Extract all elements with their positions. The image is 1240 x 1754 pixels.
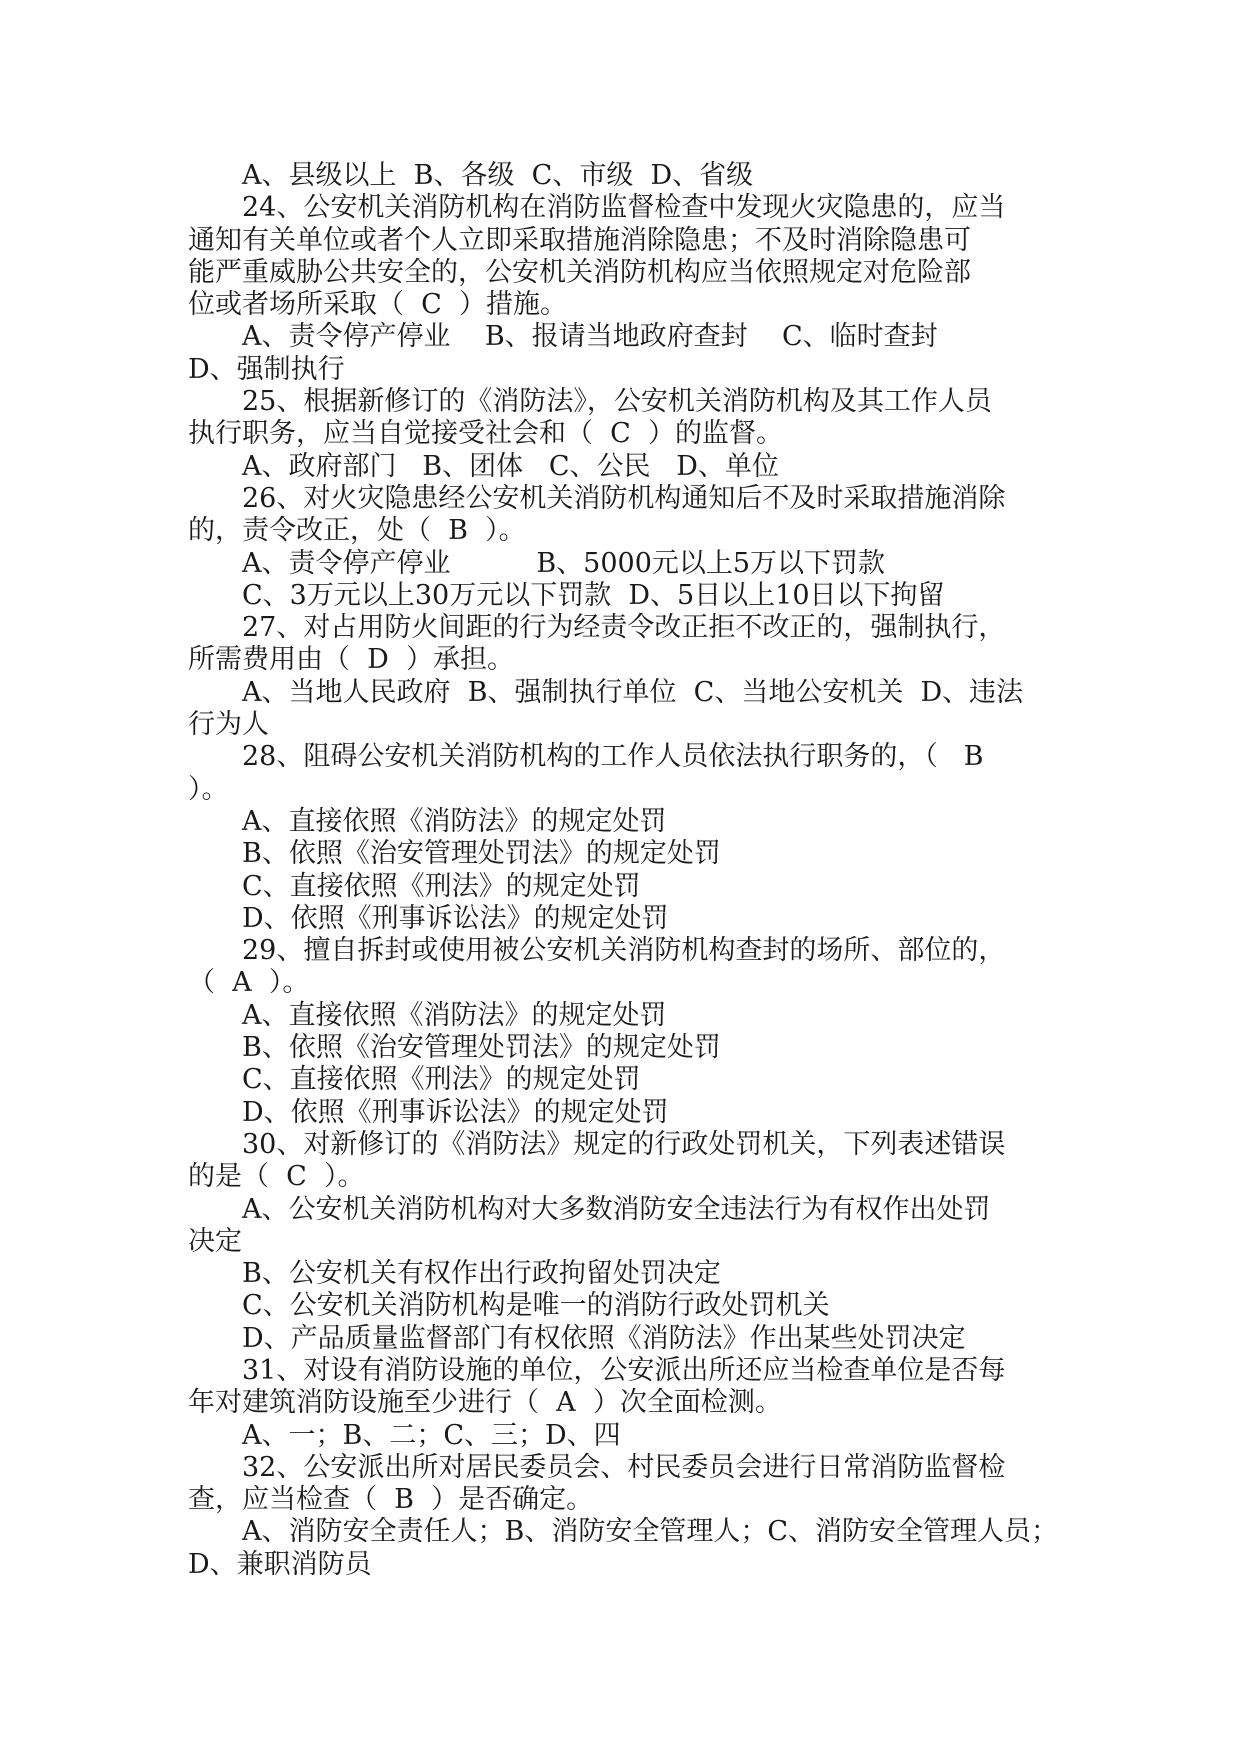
text-line: A、责令停产停业 B、5000元以上5万以下罚款 bbox=[242, 547, 886, 579]
text-line: 决定 bbox=[188, 1225, 242, 1257]
text-line: A、直接依照《消防法》的规定处罚 bbox=[242, 999, 667, 1031]
text-line: 25、根据新修订的《消防法》，公安机关消防机构及其工作人员 bbox=[242, 386, 992, 418]
text-line: A、责令停产停业 B、报请当地政府查封 C、临时查封 bbox=[242, 321, 938, 353]
text-line: （ A ）。 bbox=[188, 967, 310, 999]
text-line: 24、公安机关消防机构在消防监督检查中发现火灾隐患的，应当 bbox=[242, 192, 1006, 224]
text-line: A、直接依照《消防法》的规定处罚 bbox=[242, 805, 667, 837]
text-line: 28、阻碍公安机关消防机构的工作人员依法执行职务的，（ B bbox=[242, 741, 984, 773]
text-line: C、直接依照《刑法》的规定处罚 bbox=[242, 870, 641, 902]
text-line: D、兼职消防员 bbox=[188, 1548, 372, 1580]
text-line: B、公安机关有权作出行政拘留处罚决定 bbox=[242, 1258, 721, 1290]
text-line: C、3万元以上30万元以下罚款 D、5日以上10日以下拘留 bbox=[242, 579, 945, 611]
text-line: D、强制执行 bbox=[188, 353, 345, 385]
text-line: 30、对新修订的《消防法》规定的行政处罚机关，下列表述错误 bbox=[242, 1128, 1006, 1160]
text-line: 查，应当检查（ B ）是否确定。 bbox=[188, 1484, 594, 1516]
text-line: 通知有关单位或者个人立即采取措施消除隐患；不及时消除隐患可 bbox=[188, 224, 971, 256]
text-line: 能严重威胁公共安全的，公安机关消防机构应当依照规定对危险部 bbox=[188, 256, 971, 288]
document-page bbox=[188, 160, 1058, 1581]
text-line: C、直接依照《刑法》的规定处罚 bbox=[242, 1064, 641, 1096]
text-line: 所需费用由（ D ）承担。 bbox=[188, 644, 514, 676]
text-line: ）。 bbox=[188, 773, 229, 805]
text-line: A、政府部门 B、团体 C、公民 D、单位 bbox=[242, 450, 779, 482]
text-line: 31、对设有消防设施的单位，公安派出所还应当检查单位是否每 bbox=[242, 1354, 1006, 1386]
text-line: A、县级以上 B、各级 C、市级 D、省级 bbox=[242, 160, 754, 191]
text-line: D、依照《刑事诉讼法》的规定处罚 bbox=[242, 902, 669, 934]
text-line: D、依照《刑事诉讼法》的规定处罚 bbox=[242, 1096, 669, 1128]
text-line: B、依照《治安管理处罚法》的规定处罚 bbox=[242, 1032, 721, 1064]
text-line: 32、公安派出所对居民委员会、村民委员会进行日常消防监督检 bbox=[242, 1451, 1006, 1483]
text-line: A、消防安全责任人；B、消防安全管理人；C、消防安全管理人员； bbox=[242, 1516, 1058, 1548]
text-line: D、产品质量监督部门有权依照《消防法》作出某些处罚决定 bbox=[242, 1322, 966, 1354]
text-line: 26、对火灾隐患经公安机关消防机构通知后不及时采取措施消除 bbox=[242, 482, 1006, 514]
text-line: 27、对占用防火间距的行为经责令改正拒不改正的，强制执行， bbox=[242, 612, 1006, 644]
text-line: 执行职务，应当自觉接受社会和（ C ）的监督。 bbox=[188, 418, 783, 450]
text-line: 的是（ C ）。 bbox=[188, 1161, 365, 1193]
text-line: B、依照《治安管理处罚法》的规定处罚 bbox=[242, 838, 721, 870]
text-line: A、当地人民政府 B、强制执行单位 C、当地公安机关 D、违法 bbox=[242, 676, 1024, 708]
text-line: 年对建筑消防设施至少进行（ A ）次全面检测。 bbox=[188, 1387, 782, 1419]
text-line: 的，责令改正，处（ B ）。 bbox=[188, 515, 526, 547]
text-line: 29、擅自拆封或使用被公安机关消防机构查封的场所、部位的， bbox=[242, 935, 1006, 967]
text-line: 行为人 bbox=[188, 709, 269, 741]
text-line: 位或者场所采取（ C ）措施。 bbox=[188, 289, 567, 321]
text-line: A、公安机关消防机构对大多数消防安全违法行为有权作出处罚 bbox=[242, 1193, 991, 1225]
text-line: A、一；B、二；C、三；D、四 bbox=[242, 1419, 621, 1451]
text-line: C、公安机关消防机构是唯一的消防行政处罚机关 bbox=[242, 1290, 830, 1322]
